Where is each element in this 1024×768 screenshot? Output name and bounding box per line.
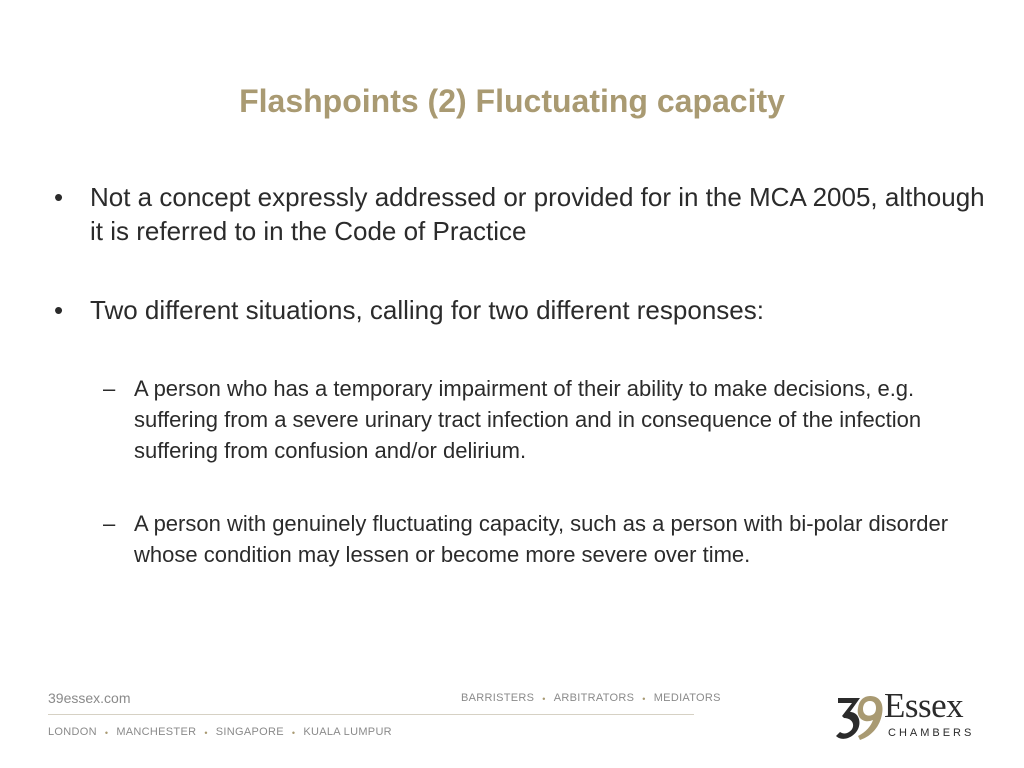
essex-chambers-logo bbox=[834, 686, 979, 742]
service-label: ARBITRATORS bbox=[553, 692, 635, 704]
sub-bullet-item bbox=[103, 373, 988, 466]
bullet-item bbox=[48, 180, 988, 248]
bullet-marker: • bbox=[54, 182, 64, 212]
sub-bullet-item bbox=[103, 508, 988, 570]
sub-bullet-marker: – bbox=[103, 511, 116, 536]
city-label: LONDON bbox=[48, 726, 97, 738]
separator-dot: • bbox=[204, 728, 208, 738]
39-essex-logo-mark-icon bbox=[834, 692, 884, 742]
bullet-text: Not a concept expressly addressed or provided for in the MCA 2005, although it is referred to in the Code of Practice bbox=[90, 182, 985, 246]
logo-name: Essex bbox=[884, 686, 964, 725]
separator-dot: • bbox=[542, 694, 546, 704]
sub-bullet-text: A person with genuinely fluctuating capacity, such as a person with bi-polar disorder whose condition may lessen or become more severe over time. bbox=[134, 511, 949, 567]
service-label: BARRISTERS bbox=[461, 692, 535, 704]
bullet-marker: • bbox=[54, 295, 64, 325]
slide-body bbox=[48, 180, 988, 570]
bullet-text: Two different situations, calling for two different responses: bbox=[90, 295, 764, 325]
separator-dot: • bbox=[642, 694, 646, 704]
logo-subtitle: CHAMBERS bbox=[888, 727, 975, 739]
sub-bullet-marker: – bbox=[103, 376, 116, 401]
footer-services bbox=[461, 692, 721, 704]
sub-bullet-text: A person who has a temporary impairment of their ability to make decisions, e.g. suffering from a severe urinary tract infection and in consequence of the infection suffering from confusion and/or delirium. bbox=[134, 376, 922, 463]
footer-website: 39essex.com bbox=[48, 690, 131, 706]
separator-dot: • bbox=[291, 728, 296, 738]
city-label: SINGAPORE bbox=[215, 726, 284, 738]
service-label: MEDIATORS bbox=[653, 692, 721, 704]
footer-divider bbox=[48, 714, 694, 715]
footer-cities bbox=[48, 726, 392, 738]
slide-title: Flashpoints (2) Fluctuating capacity bbox=[239, 83, 785, 119]
city-label: MANCHESTER bbox=[116, 726, 197, 738]
separator-dot: • bbox=[104, 728, 109, 738]
bullet-item bbox=[48, 293, 988, 327]
city-label: KUALA LUMPUR bbox=[303, 726, 392, 738]
